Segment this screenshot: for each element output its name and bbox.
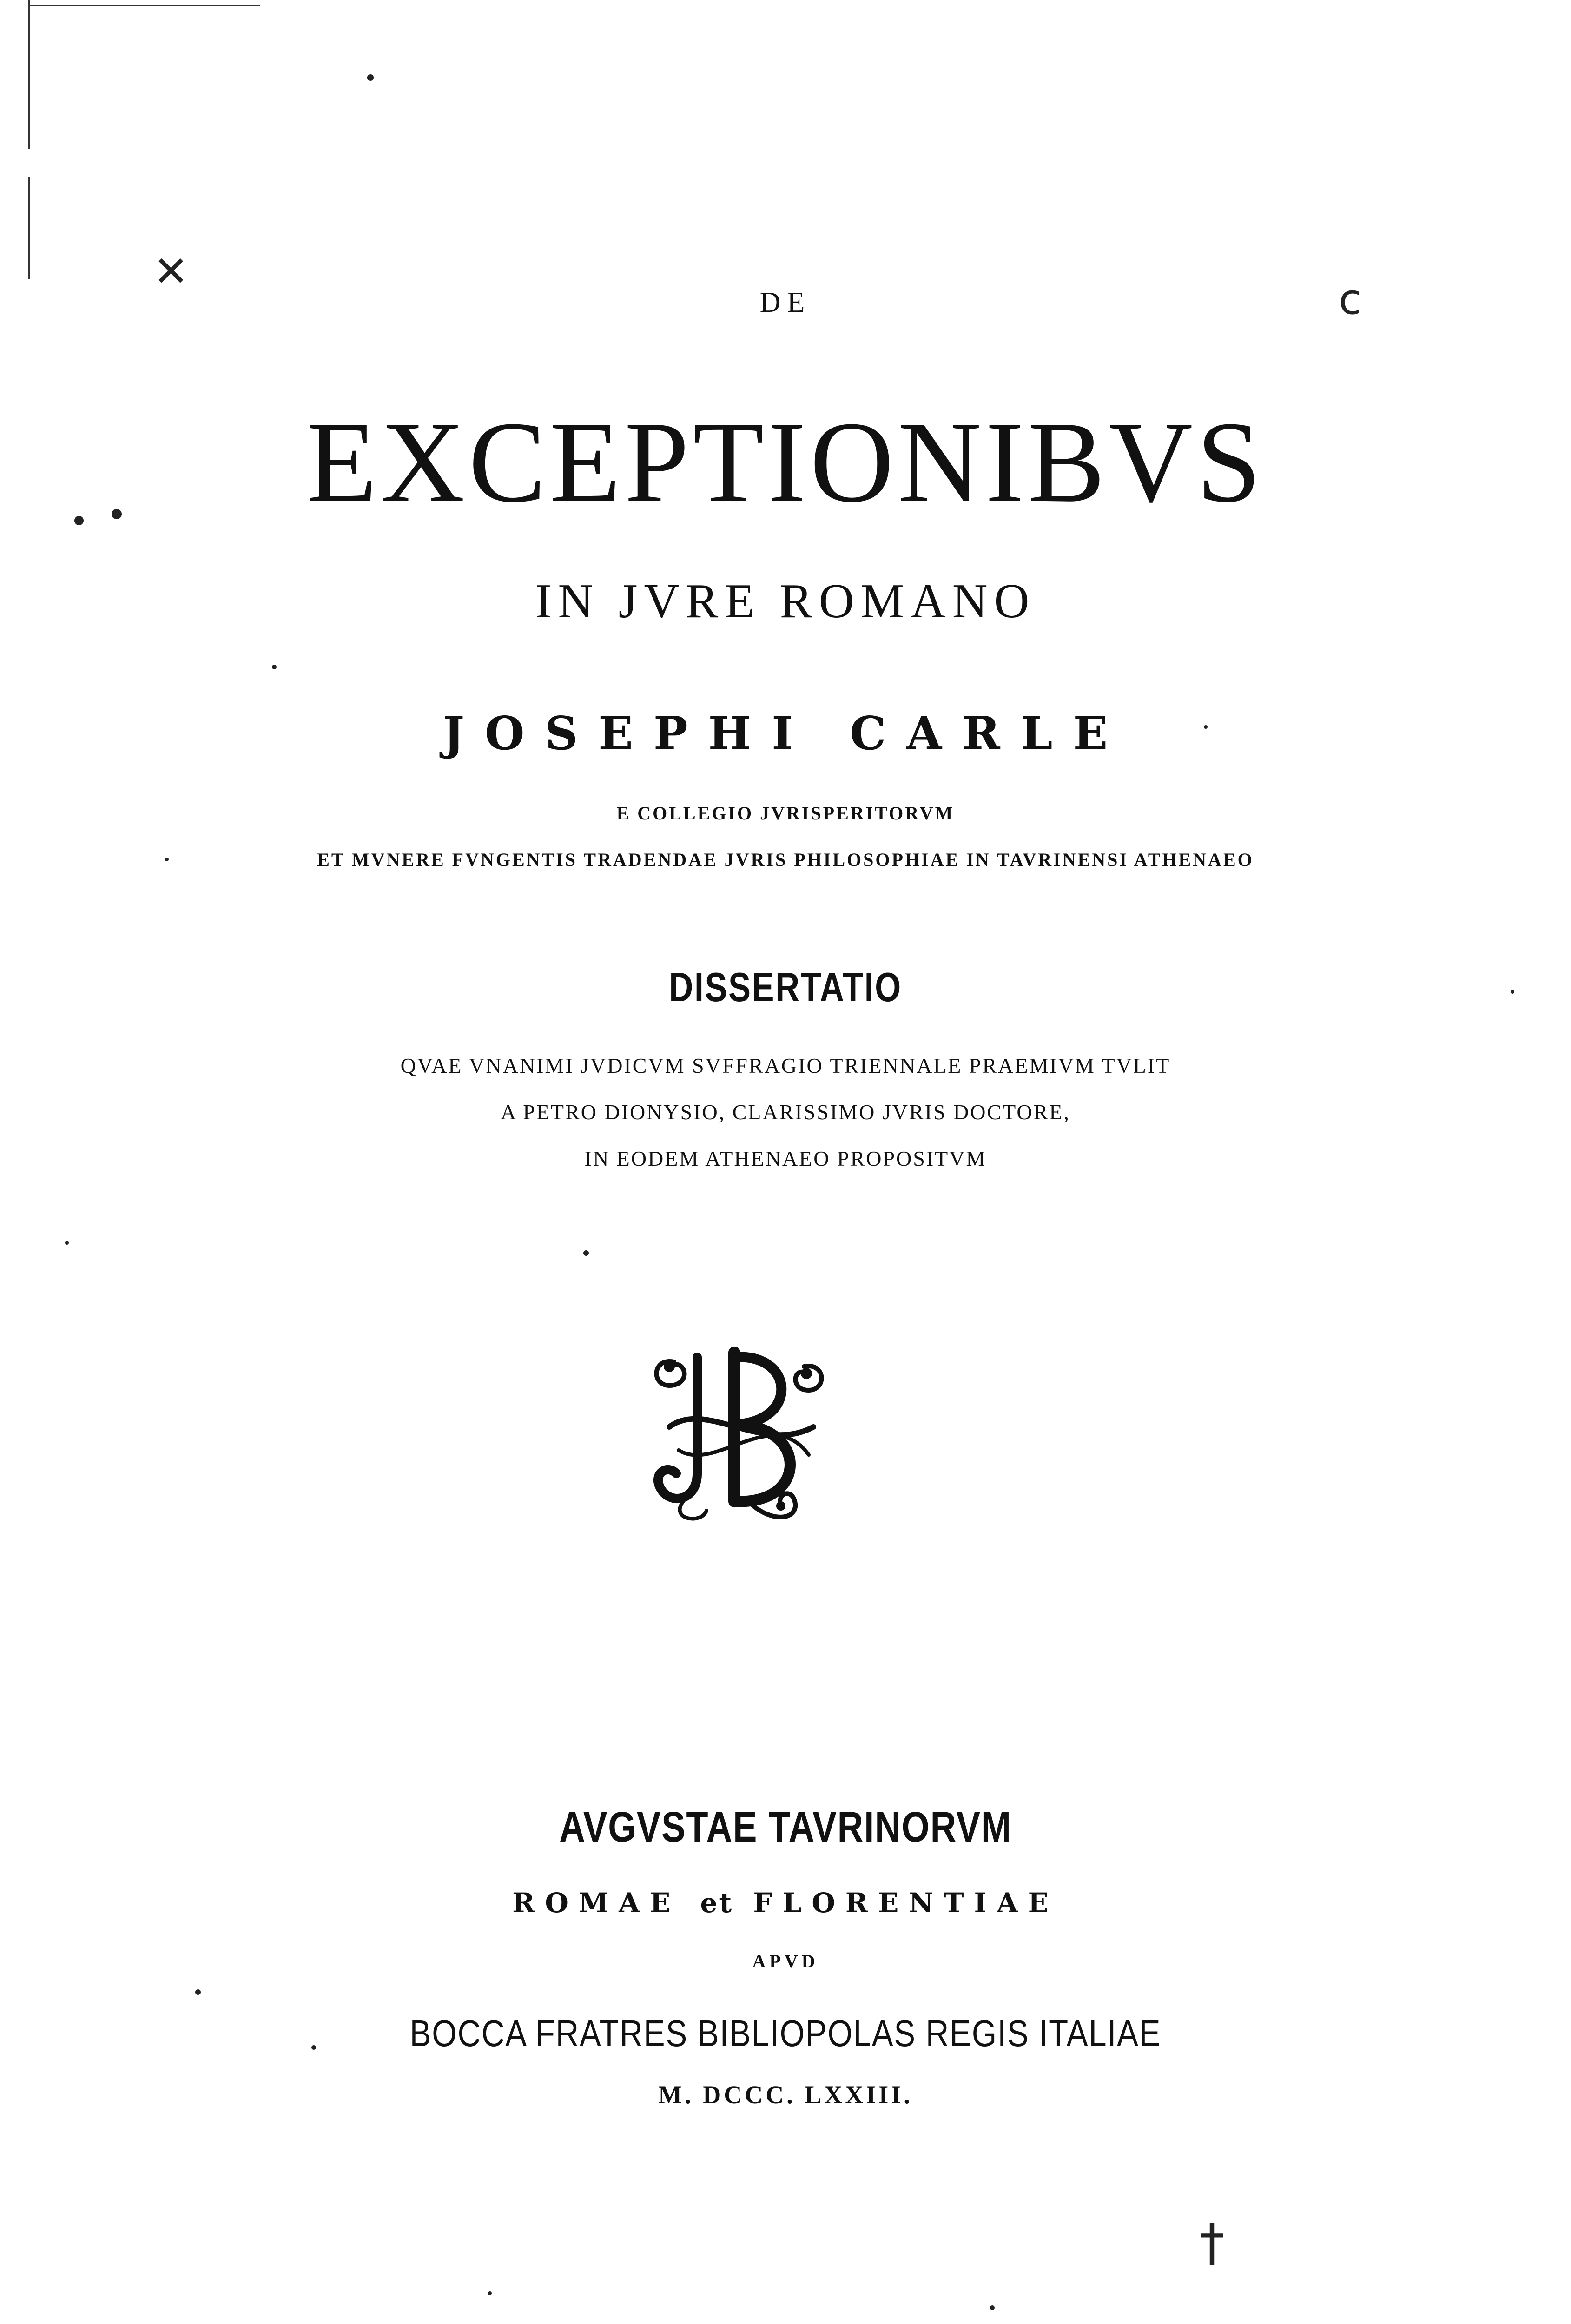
book-subtitle: IN JVRE ROMANO	[535, 574, 1036, 628]
scan-speck	[990, 2305, 995, 2310]
imprint-apud: APVD	[752, 1951, 819, 1972]
imprint-publisher: BOCCA FRATRES BIBLIOPOLAS REGIS ITALIAE	[409, 2013, 1162, 2054]
margin-mark-icon: c	[1339, 275, 1362, 324]
scan-speck	[272, 665, 277, 669]
author-name: JOSEPHI CARLE	[442, 707, 1129, 760]
book-title: EXCEPTIONIBVS	[306, 398, 1265, 527]
printers-monogram-icon	[641, 1334, 837, 1529]
margin-mark-icon: ✕	[153, 247, 189, 296]
imprint-city: AVGVSTAE TAVRINORVM	[559, 1803, 1012, 1851]
imprint-city-rome: ROMAE	[512, 1887, 681, 1919]
scan-speck	[583, 1250, 589, 1256]
scan-speck	[367, 74, 374, 81]
scan-edge-line	[28, 177, 30, 279]
author-affiliation-line2: ET MVNERE FVNGENTIS TRADENDAE JVRIS PHILOSOPHIAE IN TAVRINENSI ATHENAEO	[317, 849, 1254, 870]
title-preposition: DE	[759, 287, 812, 318]
scan-speck	[195, 1989, 201, 1995]
description-line2: A PETRO DIONYSIO, CLARISSIMO JVRIS DOCTORE,	[501, 1100, 1070, 1124]
imprint-city-florence: FLORENTIAE	[753, 1887, 1059, 1919]
scan-speck	[488, 2291, 492, 2295]
description-line3: IN EODEM ATHENAEO PROPOSITVM	[584, 1147, 987, 1170]
author-affiliation-line1: E COLLEGIO JVRISPERITORVM	[616, 803, 955, 824]
scan-edge-line	[28, 0, 30, 149]
imprint-year: M. DCCC. LXXIII.	[658, 2081, 913, 2109]
imprint-conjunction: et	[700, 1887, 734, 1919]
work-type: DISSERTATIO	[669, 964, 902, 1010]
scan-speck	[1511, 990, 1514, 994]
imprint-other-cities	[0, 1887, 1571, 1919]
description-line1: QVAE VNANIMI JVDICVM SVFFRAGIO TRIENNALE PRAEMIVM TVLIT	[400, 1054, 1171, 1077]
margin-mark-icon: †	[1199, 2213, 1225, 2272]
scan-speck	[65, 1241, 69, 1245]
scan-top-line	[28, 5, 260, 6]
